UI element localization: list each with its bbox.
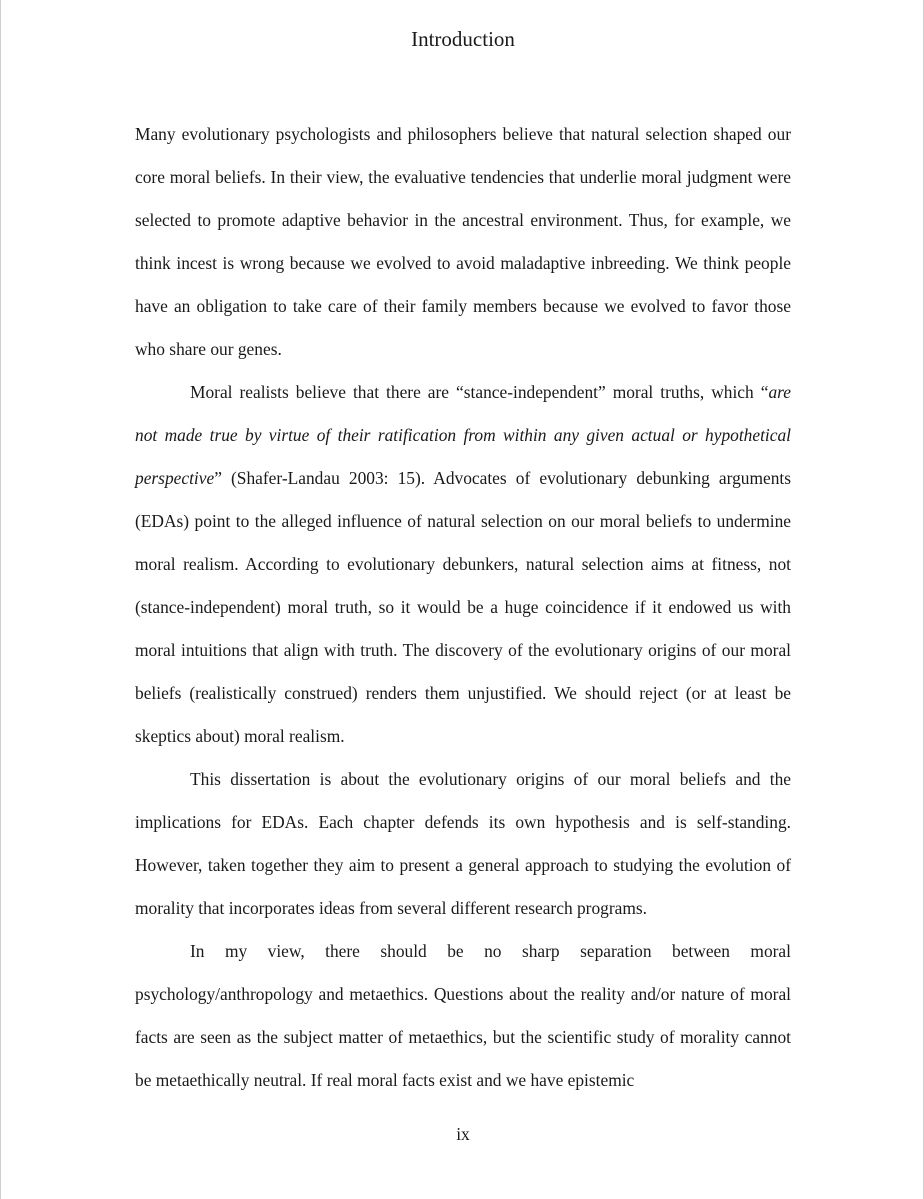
page-number: ix — [456, 1124, 470, 1144]
running-header: Introduction — [411, 27, 515, 51]
paragraph-1: Many evolutionary psychologists and philosophers believe that natural selection shaped our core moral beliefs. In their view, the evaluative tendencies that underlie moral judgment were selected to promote adaptive behavior in the ancestral environment. Thus, for example, we think incest is wrong because we evolved to avoid maladaptive inbreeding. We think people have an obligation to take care of their family members because we evolved to favor those who share our genes. — [135, 124, 791, 359]
paragraph-2-rest: ” (Shafer-Landau 2003: 15). Advocates of evolutionary debunking arguments (EDAs) point to the alleged influence of natural selection on our moral beliefs to undermine moral realism. According to evolutionary debunkers, natural selection aims at fitness, not (stance-independent) moral truth, so it would be a huge coincidence if it endowed us with moral intuitions that align with truth. The discovery of the evolutionary origins of our moral beliefs (realistically construed) renders them unjustified. We should reject (or at least be skeptics about) moral realism. — [135, 468, 791, 746]
paragraph-2-intro: Moral realists believe that there are “stance-independent” moral truths, which “ — [190, 382, 769, 402]
paragraph-3: This dissertation is about the evolutionary origins of our moral beliefs and the implications for EDAs. Each chapter defends its own hypothesis and is self-standing. However, taken together they aim to present a general approach to studying the evolution of morality that incorporates ideas from several different research programs. — [135, 769, 791, 918]
paragraph-4: In my view, there should be no sharp separation between moral psychology/anthropology and metaethics. Questions about the reality and/or nature of moral facts are seen as the subject matter of metaethics, but the scientific study of morality cannot be metaethically neutral. If real moral facts exist and we have epistemic — [135, 941, 791, 1090]
quotation-italic: are not made true by virtue of their ratification from within any given actual or hypothetical perspective — [135, 382, 791, 488]
body-text — [135, 113, 791, 1102]
paragraph-2 — [135, 371, 791, 758]
